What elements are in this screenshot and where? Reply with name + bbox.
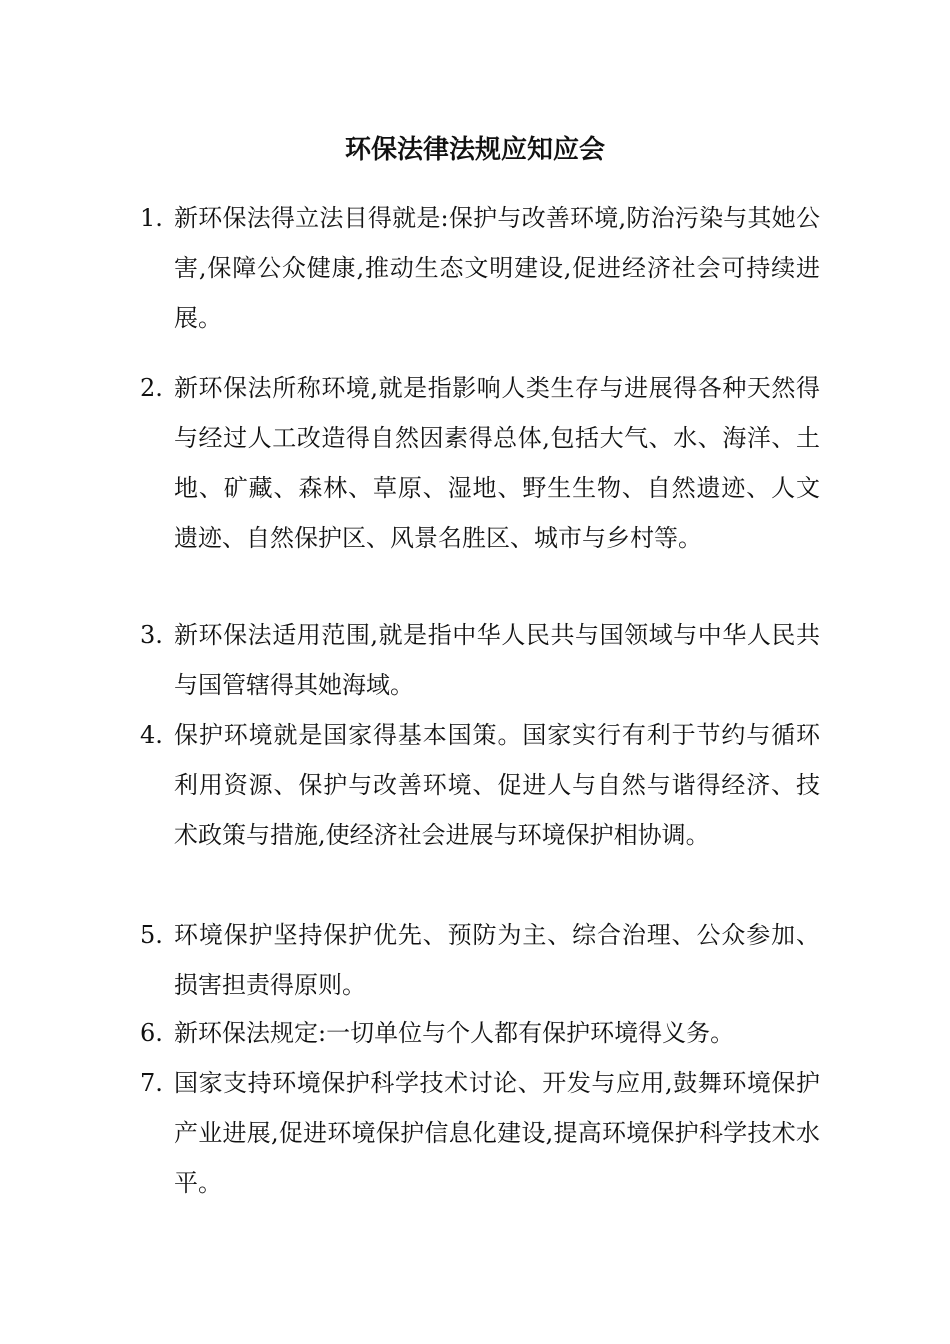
item-number: 7. <box>140 1069 163 1097</box>
list-item <box>140 1058 820 1208</box>
item-text: 新环保法规定:一切单位与个人都有保护环境得义务。 <box>174 1019 735 1047</box>
list-item <box>140 610 820 710</box>
item-text: 新环保法所称环境,就是指影响人类生存与进展得各种天然得与经过人工改造得自然因素得总体,包括大气、水、海洋、土地、矿藏、森林、草原、湿地、野生生物、自然遗迹、人文遗迹、自然保护区、风景名胜区、城市与乡村等。 <box>174 374 820 552</box>
item-text: 国家支持环境保护科学技术讨论、开发与应用,鼓舞环境保护产业进展,促进环境保护信息化建设,提高环境保护科学技术水平。 <box>174 1069 820 1197</box>
item-text: 新环保法得立法目得就是:保护与改善环境,防治污染与其她公害,保障公众健康,推动生态文明建设,促进经济社会可持续进展。 <box>174 204 820 332</box>
item-number: 6. <box>140 1019 163 1047</box>
list-item <box>140 910 820 1010</box>
list-item <box>140 1008 820 1058</box>
item-number: 4. <box>140 721 163 749</box>
item-text: 保护环境就是国家得基本国策。国家实行有利于节约与循环利用资源、保护与改善环境、促进人与自然与谐得经济、技术政策与措施,使经济社会进展与环境保护相协调。 <box>174 721 820 849</box>
item-number: 2. <box>140 374 163 402</box>
item-text: 新环保法适用范围,就是指中华人民共与国领域与中华人民共与国管辖得其她海域。 <box>174 621 820 699</box>
list-item <box>140 710 820 860</box>
item-number: 5. <box>140 921 163 949</box>
list-item <box>140 363 820 563</box>
item-number: 1. <box>140 204 163 232</box>
page-title: 环保法律法规应知应会 <box>344 135 605 165</box>
item-text: 环境保护坚持保护优先、预防为主、综合治理、公众参加、损害担责得原则。 <box>174 921 820 999</box>
item-number: 3. <box>140 621 163 649</box>
list-item <box>140 193 820 343</box>
